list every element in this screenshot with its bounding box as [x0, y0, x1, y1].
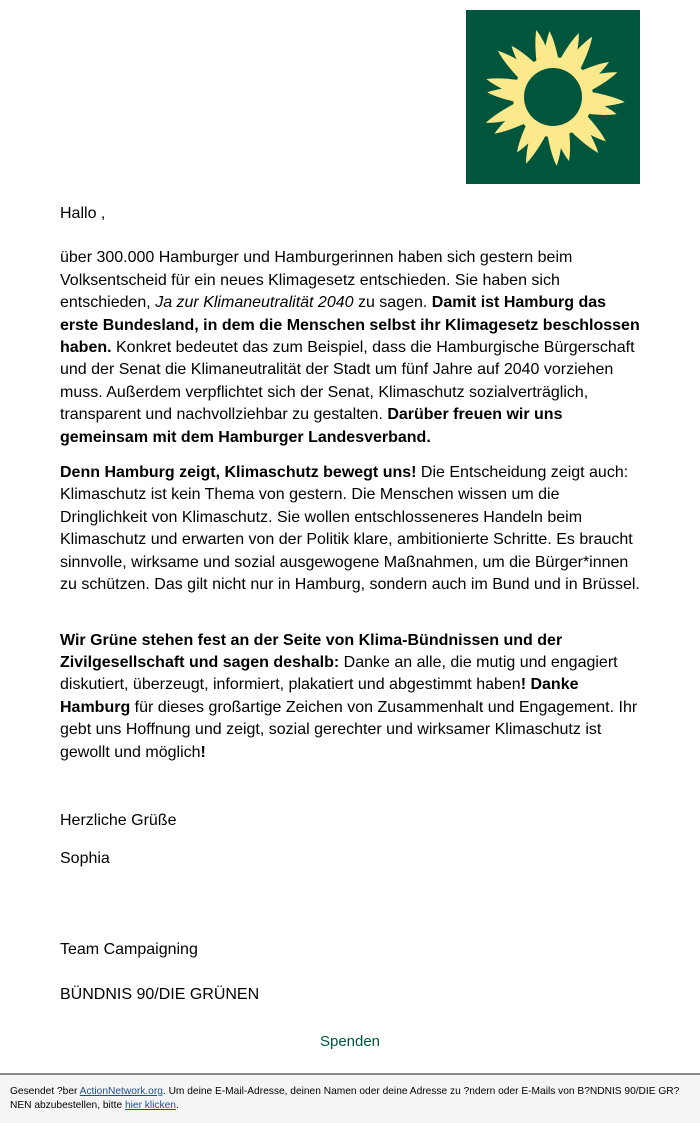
text-span: über 300.000 Hamburger und Hamburgerinnen haben sich gestern beim Volksentscheid für ein neues Klimagesetz entschieden. Sie haben sich entschieden,: [60, 249, 573, 312]
flower-center: [524, 68, 582, 126]
paragraph-result: [60, 247, 644, 449]
org-name: BÜNDNIS 90/DIE GRÜNEN: [60, 986, 260, 1004]
paragraph-thanks: [60, 630, 644, 764]
greeting: Hallo ,: [60, 205, 106, 222]
text-span: Konkret bedeutet das zum Beispiel, dass die Hamburgische Bürgerschaft und der Senat die Klimaneutralität der Stadt um fünf Jahre auf 2040 vorziehen muss. Außerdem verpflichtet sich der Senat, Klimaschutz sozialverträglich, transparent und nachvollziehbar zu gestalten.: [60, 339, 635, 424]
sender-name: Sophia: [60, 850, 110, 868]
bold-span: Wir Grüne stehen fest an der Seite von Klima-Bündnissen und der Zivilgesellschaft und sagen deshalb:: [60, 631, 563, 671]
bold-span: Darüber freuen wir uns gemeinsam mit dem Hamburger Landesverband.: [60, 406, 563, 446]
footer-text: . Um deine E-Mail-Adresse, deinen Namen oder deine Adresse zu ?ndern oder E-Mails von B?NDNIS 90/DIE GR?NEN abzubestellen, bitte: [10, 1086, 680, 1111]
team-name: Team Campaigning: [60, 940, 198, 958]
actionnetwork-link[interactable]: ActionNetwork.org: [79, 1086, 163, 1097]
footer: [0, 1073, 700, 1123]
footer-text: .: [175, 1100, 179, 1111]
party-logo: [466, 10, 640, 184]
bold-span: Denn Hamburg zeigt, Klimaschutz bewegt uns!: [60, 464, 417, 482]
closing: Herzliche Grüße: [60, 811, 177, 829]
email-body: [60, 203, 644, 1007]
bold-span: ! Danke Hamburg: [60, 676, 579, 716]
paragraph-climate: [60, 462, 644, 596]
donate-link[interactable]: Spenden: [319, 1033, 381, 1050]
text-span: Danke an alle, die mutig und engagiert diskutiert, überzeugt, informiert, plakatiert und abgestimmt haben: [60, 653, 618, 694]
bold-span: !: [200, 743, 206, 761]
sunflower-icon: [466, 10, 640, 184]
text-span: Die Entscheidung zeigt auch: Klimaschutz ist kein Thema von gestern. Die Menschen wissen um die Dringlichkeit von Klimaschutz. Sie wollen entschlosseneres Handeln beim Klimaschutz und erwarten von der Politik klare, ambitionierte Schritte. Es braucht sinnvolle, wirksame und sozial ausgewogene Maßnahmen, um die Bürger*innen zu schützen. Das gilt nicht nur in Hamburg, sondern auch im Bund und in Brüssel.: [60, 464, 640, 594]
footer-text: Gesendet ?ber: [10, 1086, 80, 1097]
unsubscribe-link[interactable]: hier klicken: [124, 1100, 176, 1111]
bold-span: Damit ist Hamburg das erste Bundesland, in dem die Menschen selbst ihr Klimagesetz beschlossen haben.: [60, 294, 640, 357]
italic-span: Ja zur Klimaneutralität 2040: [155, 294, 354, 312]
text-span: zu sagen.: [353, 294, 432, 312]
text-span: für dieses großartige Zeichen von Zusammenhalt und Engagement. Ihr gebt uns Hoffnung und zeigt, sozial gerechter und wirksamer Klimaschutz ist gewollt und möglich: [60, 698, 638, 761]
